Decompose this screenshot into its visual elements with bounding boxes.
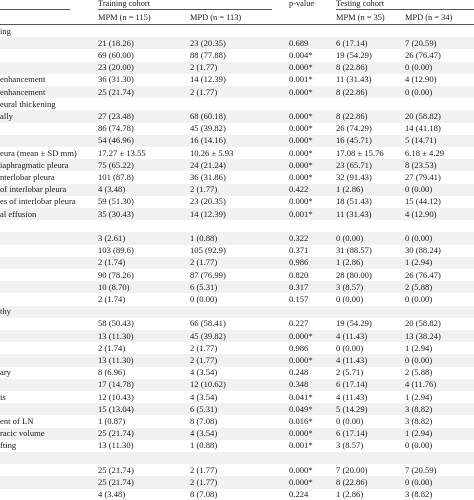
cell-p-value: 0.000* [289,147,313,158]
row-label: is [0,391,6,402]
cell-mpm-train: 59 (51.30) [98,196,134,207]
cell-p-value: 0.986 [289,257,309,268]
cell-mpd-train: 24 (21.24) [190,159,226,170]
cell-mpm-test: 0 (0.00) [336,416,364,426]
header-mpm-train: MPM (n = 115) [98,13,151,22]
cell-mpd-test: 20 (58.82) [405,111,441,121]
row-stripe [0,208,474,220]
row-label: thy [0,306,11,317]
cell-p-value: 0.689 [289,37,309,48]
cell-mpd-test: 1 (2.94) [405,342,433,353]
cell-mpm-test: 8 (22.86) [336,111,368,121]
cell-p-value: 0.157 [289,294,309,304]
cell-mpm-test: 3 (8.57) [336,281,364,292]
row-stripe [0,281,474,293]
cell-p-value: 0.001* [289,74,313,85]
cell-p-value: 0.000* [289,330,313,341]
cell-mpd-train: 6 (5.31) [190,281,218,292]
cell-mpm-test: 6 (17.14) [336,37,368,48]
cell-mpm-train: 21 (18.26) [98,37,134,48]
cell-p-value: 0.000* [289,172,313,182]
cell-mpd-train: 45 (39.82) [190,123,226,134]
cell-p-value: 0.004* [289,50,313,60]
cell-mpd-train: 6 (5.31) [190,403,218,414]
cell-mpd-train: 2 (1.77) [190,184,218,195]
row-label: ary [0,367,11,378]
cell-p-value: 0.000* [289,477,313,487]
cell-mpd-test: 3 (8.82) [405,403,433,414]
cell-mpd-test: 1 (2.94) [405,428,433,439]
row-stripe [0,330,474,342]
cell-mpd-train: 66 (58.41) [190,318,226,329]
cell-mpd-train: 4 (3.54) [190,391,218,402]
cell-mpd-train: 12 (10.62) [190,379,226,390]
cell-p-value: 0.000* [289,159,313,170]
cell-p-value: 0.041* [289,391,313,402]
cell-mpd-train: 88 (77.88) [190,50,226,60]
cell-mpm-test: 7 (20.00) [336,464,368,475]
row-stripe [0,452,474,464]
header-p-value: p-value [289,0,315,8]
row-stripe [0,110,474,122]
cell-mpm-train: 13 (11.30) [98,440,134,451]
cell-mpd-test: 26 (76.47) [405,269,441,280]
cell-mpd-test: 20 (58.82) [405,318,441,329]
cell-mpd-test: 15 (44.12) [405,196,441,207]
cell-mpm-test: 31 (88.57) [336,245,372,256]
cell-mpm-test: 18 (51.43) [336,196,372,207]
cell-mpd-train: 8 (7.08) [190,489,218,500]
cell-mpd-train: 2 (1.77) [190,355,218,365]
cell-mpm-train: 2 (1.74) [98,294,126,304]
cell-mpd-train: 45 (39.82) [190,330,226,341]
cell-mpm-train: 54 (46.96) [98,135,134,146]
cell-mpd-train: 87 (76.99) [190,269,226,280]
cell-p-value: 0.986 [289,342,309,353]
cell-mpm-train: 86 (74.78) [98,123,134,134]
row-stripe [0,306,474,318]
cell-mpm-train: 23 (20.00) [98,62,134,73]
cell-mpm-test: 4 (11.43) [336,330,368,341]
cell-p-value: 0.000* [289,135,313,146]
cell-p-value: 0.227 [289,318,309,329]
row-stripe [0,257,474,269]
cell-mpd-train: 16 (14.16) [190,135,226,146]
cell-mpd-test: 3 (8.82) [405,416,433,426]
cell-mpm-test: 3 (8.57) [336,440,364,451]
cell-mpd-train: 14 (12.39) [190,208,226,219]
row-label: enhancement [0,74,46,85]
cell-mpd-test: 27 (79.41) [405,172,441,182]
cell-mpd-test: 2 (5.88) [405,281,433,292]
cell-mpd-train: 1 (0.88) [190,233,218,243]
row-stripe [0,403,474,415]
cell-mpd-test: 4 (12.90) [405,74,437,85]
row-stripe [0,354,474,366]
cell-mpd-test: 0 (0.00) [405,184,433,195]
cell-mpm-test: 6 (17.14) [336,379,368,390]
cell-mpm-test: 1 (2.86) [336,257,364,268]
cell-mpd-train: 23 (20.35) [190,37,226,48]
cell-mpd-train: 36 (31.86) [190,172,226,182]
cell-mpd-train: 8 (7.08) [190,416,218,426]
row-stripe [0,428,474,440]
cell-mpm-train: 103 (89.6) [98,245,134,256]
row-stripe [0,37,474,49]
cell-p-value: 0.049* [289,403,313,414]
cell-mpm-test: 8 (22.86) [336,86,368,97]
row-stripe [0,86,474,98]
cell-mpd-test: 5 (14.71) [405,135,437,146]
cell-mpm-train: 27 (23.48) [98,111,134,121]
cell-mpd-test: 4 (12.90) [405,208,437,219]
cell-mpm-train: 13 (11.30) [98,330,134,341]
cell-mpd-test: 26 (76.47) [405,50,441,60]
cell-mpm-train: 36 (31.30) [98,74,134,85]
cell-mpm-train: 69 (60.00) [98,50,134,60]
row-label: al effusion [0,208,37,219]
cell-p-value: 0.422 [289,184,309,195]
cell-p-value: 0.001* [289,208,313,219]
cell-mpm-train: 2 (1.74) [98,342,126,353]
cell-mpd-train: 2 (1.77) [190,342,218,353]
cell-mpm-test: 19 (54.29) [336,50,372,60]
cell-mpd-test: 0 (0.00) [405,294,433,304]
cell-mpd-test: 8 (23.53) [405,159,437,170]
cell-p-value: 0.248 [289,367,309,378]
cell-mpd-test: 0 (0.00) [405,477,433,487]
cell-mpd-train: 1 (0.88) [190,440,218,451]
header-mpd-train: MPD (n = 113) [190,13,242,22]
cell-mpd-train: 2 (1.77) [190,464,218,475]
cell-mpd-test: 0 (0.00) [405,233,433,243]
row-stripe [0,62,474,74]
cell-mpd-test: 7 (20.59) [405,37,437,48]
row-label: of interlobar pleura [0,184,67,195]
cell-p-value: 0.348 [289,379,309,390]
cell-mpm-test: 8 (22.86) [336,62,368,73]
row-label: enhancement [0,86,46,97]
header-bottom-rule [0,24,474,25]
cell-mpd-train: 23 (20.35) [190,196,226,207]
cell-mpd-train: 4 (3.54) [190,367,218,378]
cell-mpm-train: 4 (3.48) [98,184,126,195]
header-training-cohort: Training cohort [98,0,151,8]
cell-mpm-train: 10 (8.70) [98,281,130,292]
cell-mpd-test: 1 (2.94) [405,391,433,402]
cell-p-value: 0.371 [289,245,309,256]
row-label: es of interlobar pleura [0,196,76,207]
cell-mpd-train: 14 (12.39) [190,74,226,85]
cell-p-value: 0.317 [289,281,309,292]
cell-mpm-train: 3 (2.61) [98,233,126,243]
cell-mpm-train: 25 (21.74) [98,464,134,475]
cell-mpd-train: 2 (1.77) [190,257,218,268]
cell-mpm-test: 2 (5.71) [336,367,364,378]
row-stripe [0,135,474,147]
cell-mpm-train: 17.27 ± 13.55 [98,147,146,158]
cell-mpm-train: 1 (0.87) [98,416,126,426]
cell-mpd-train: 2 (1.77) [190,62,218,73]
cell-mpm-train: 25 (21.74) [98,477,134,487]
row-stripe [0,379,474,391]
cell-mpd-train: 68 (60.18) [190,111,226,121]
label-column-underline [0,9,70,10]
row-label: ing [0,25,11,36]
cell-mpm-test: 16 (45.71) [336,135,372,146]
cell-mpm-test: 4 (11.43) [336,355,368,365]
cell-mpm-train: 25 (21.74) [98,86,134,97]
cell-mpd-test: 0 (0.00) [405,355,433,365]
cell-mpm-test: 4 (11.43) [336,391,368,402]
cell-mpm-train: 13 (11.30) [98,355,134,365]
cell-mpm-test: 0 (0.00) [336,342,364,353]
cell-mpm-test: 26 (74.29) [336,123,372,134]
cell-mpm-train: 2 (1.74) [98,257,126,268]
cell-mpm-train: 4 (3.48) [98,489,126,500]
cell-mpm-train: 12 (10.43) [98,391,134,402]
cell-p-value: 0.000* [289,86,313,97]
cell-mpd-train: 2 (1.77) [190,86,218,97]
header-mpm-test: MPM (n = 35) [336,13,385,22]
cell-mpm-test: 1 (2.86) [336,489,364,500]
cell-mpm-train: 15 (13.04) [98,403,134,414]
cell-p-value: 0.000* [289,123,313,134]
header-testing-cohort: Testing cohort [336,0,385,8]
testing-cohort-underline [336,9,474,10]
cell-p-value: 0.000* [289,196,313,207]
cell-p-value: 0.000* [289,355,313,365]
row-stripe [0,184,474,196]
cell-p-value: 0.001* [289,440,313,451]
cell-mpm-train: 17 (14.78) [98,379,134,390]
cell-mpm-test: 8 (22.86) [336,477,368,487]
row-stripe [0,232,474,244]
cell-mpd-test: 0 (0.00) [405,86,433,97]
cell-mpd-test: 7 (20.59) [405,464,437,475]
row-label: ally [0,111,13,121]
cell-mpd-test: 13 (38.24) [405,330,441,341]
cell-mpd-train: 0 (0.00) [190,294,218,304]
cell-mpd-test: 2 (5.88) [405,367,433,378]
cell-mpm-test: 17.08 ± 15.76 [336,147,384,158]
cell-mpd-test: 4 (11.76) [405,379,437,390]
training-cohort-underline [98,9,272,10]
cell-p-value: 0.000* [289,428,313,439]
cell-mpm-test: 5 (14.29) [336,403,368,414]
cell-mpd-test: 0 (0.00) [405,62,433,73]
row-stripe [0,159,474,171]
row-label: fting [0,440,17,451]
cell-mpm-test: 1 (2.86) [336,184,364,195]
cell-p-value: 0.000* [289,111,313,121]
cell-mpd-test: 30 (88.24) [405,245,441,256]
cell-mpd-test: 6.18 ± 4.29 [405,147,445,158]
cell-mpm-test: 11 (31.43) [336,208,372,219]
cell-p-value: 0.224 [289,489,309,500]
cell-mpm-train: 101 (87.8) [98,172,134,182]
row-stripe [0,476,474,488]
cell-mpd-test: 1 (2.94) [405,257,433,268]
header-mpd-test: MPD (n = 34) [405,13,453,22]
row-label: nterlobar pleura [0,172,55,182]
cell-mpm-test: 28 (80.00) [336,269,372,280]
cell-mpm-train: 25 (21.74) [98,428,134,439]
cell-mpd-test: 0 (0.00) [405,440,433,451]
cell-p-value: 0.000* [289,464,313,475]
cell-mpm-train: 35 (30.43) [98,208,134,219]
cell-mpd-train: 2 (1.77) [190,477,218,487]
cell-mpm-test: 19 (54.29) [336,318,372,329]
cell-mpm-test: 6 (17.14) [336,428,368,439]
cell-mpm-test: 23 (65.71) [336,159,372,170]
cell-mpd-train: 4 (3.54) [190,428,218,439]
cell-mpd-test: 14 (41.18) [405,123,441,134]
cell-mpm-test: 0 (0.00) [336,294,364,304]
cell-mpm-test: 11 (31.43) [336,74,372,85]
cell-mpd-train: 105 (92.9) [190,245,226,256]
cell-p-value: 0.000* [289,62,313,73]
row-label: racic volume [0,428,45,439]
cell-mpm-test: 32 (91.43) [336,172,372,182]
cell-mpm-train: 75 (65.22) [98,159,134,170]
cell-mpd-train: 10.26 ± 5.93 [190,147,234,158]
row-label: ent of LN [0,416,34,426]
row-label: iaphragmatic pleura [0,159,69,170]
cell-p-value: 0.322 [289,233,309,243]
cell-p-value: 0.820 [289,269,309,280]
row-label: eural thickening [0,98,56,109]
cell-mpd-test: 3 (8.82) [405,489,433,500]
cell-p-value: 0.016* [289,416,313,426]
cell-mpm-train: 58 (50.43) [98,318,134,329]
cell-mpm-test: 0 (0.00) [336,233,364,243]
cell-mpm-train: 90 (78.26) [98,269,134,280]
row-label: eura (mean ± SD mm) [0,147,77,158]
cell-mpm-train: 8 (6.96) [98,367,126,378]
